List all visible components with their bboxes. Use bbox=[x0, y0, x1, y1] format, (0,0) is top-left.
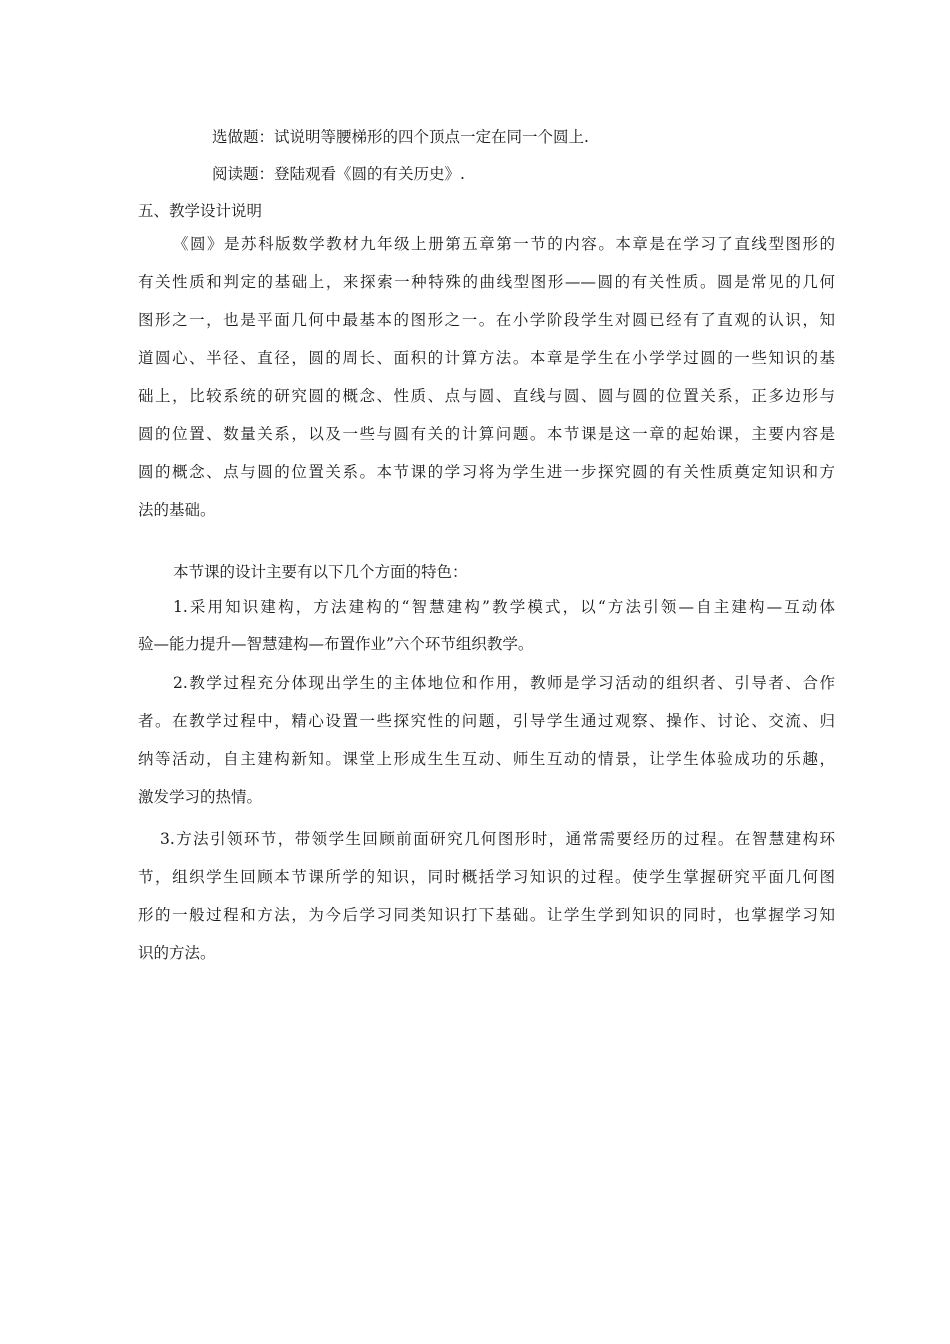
paragraph-line: 节，组织学生回顾本节课所学的知识，同时概括学习知识的过程。使学生掌握研究平面几何图 bbox=[138, 868, 835, 886]
paragraph-line: 激发学习的热情。 bbox=[138, 788, 263, 806]
paragraph-line: 识的方法。 bbox=[138, 944, 216, 962]
paragraph-line: 者。在教学过程中，精心设置一些探究性的问题，引导学生通过观察、操作、讨论、交流、归 bbox=[138, 712, 835, 730]
reading-homework: 阅读题：登陆观看《圆的有关历史》. bbox=[212, 165, 465, 183]
paragraph-line: 3.方法引领环节，带领学生回顾前面研究几何图形时，通常需要经历的过程。在智慧建构环 bbox=[160, 830, 835, 848]
paragraph-line: 图形之一，也是平面几何中最基本的图形之一。在小学阶段学生对圆已经有了直观的认识，知 bbox=[138, 311, 835, 329]
paragraph-line: 验—能力提升—智慧建构—布置作业”六个环节组织教学。 bbox=[138, 635, 534, 653]
paragraph-line: 法的基础。 bbox=[138, 501, 216, 519]
paragraph-line: 础上，比较系统的研究圆的概念、性质、点与圆、直线与圆、圆与圆的位置关系，正多边形与 bbox=[138, 387, 835, 405]
paragraph-line: 1.采用知识建构，方法建构的“智慧建构”教学模式，以“方法引领—自主建构—互动体 bbox=[173, 598, 835, 616]
paragraph-line: 形的一般过程和方法，为今后学习同类知识打下基础。让学生学到知识的同时，也掌握学习知 bbox=[138, 906, 835, 924]
optional-homework: 选做题：试说明等腰梯形的四个顶点一定在同一个圆上. bbox=[212, 128, 589, 146]
paragraph-line: 有关性质和判定的基础上，来探索一种特殊的曲线型图形——圆的有关性质。圆是常见的几何 bbox=[138, 273, 835, 291]
paragraph-line: 圆的位置、数量关系，以及一些与圆有关的计算问题。本节课是这一章的起始课，主要内容是 bbox=[138, 425, 835, 443]
section-heading: 五、教学设计说明 bbox=[138, 202, 263, 220]
paragraph-line: 道圆心、半径、直径，圆的周长、面积的计算方法。本章是学生在小学学过圆的一些知识的基 bbox=[138, 349, 835, 367]
features-intro: 本节课的设计主要有以下几个方面的特色： bbox=[173, 563, 468, 581]
paragraph-line: 《圆》是苏科版数学教材九年级上册第五章第一节的内容。本章是在学习了直线型图形的 bbox=[173, 235, 835, 253]
paragraph-line: 纳等活动，自主建构新知。课堂上形成生生互动、师生互动的情景，让学生体验成功的乐趣， bbox=[138, 750, 835, 768]
paragraph-line: 2.教学过程充分体现出学生的主体地位和作用，教师是学习活动的组织者、引导者、合作 bbox=[173, 674, 835, 692]
paragraph-line: 圆的概念、点与圆的位置关系。本节课的学习将为学生进一步探究圆的有关性质奠定知识和方 bbox=[138, 463, 835, 481]
